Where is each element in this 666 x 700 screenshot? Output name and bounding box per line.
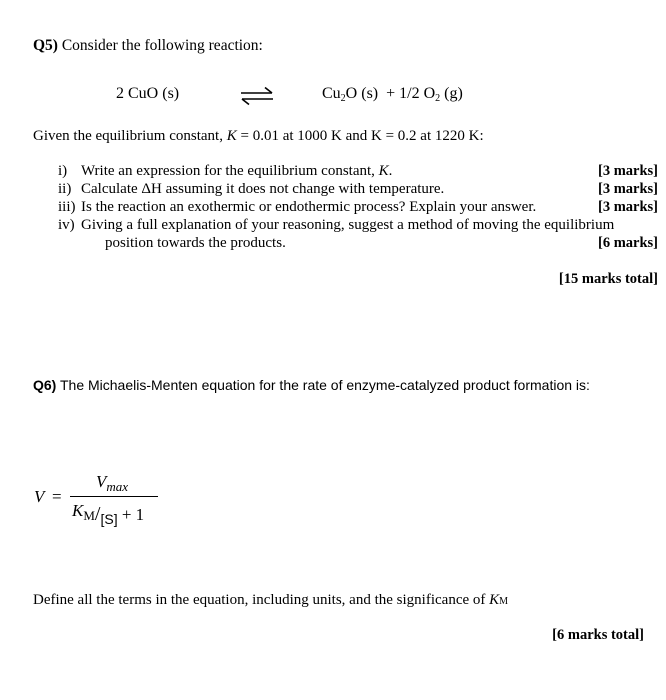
- equilibrium-arrow-icon: [239, 86, 275, 106]
- product2-coefficient: 1/2: [399, 85, 420, 102]
- q5-label: Q5): [33, 37, 58, 54]
- reactant-formula: CuO: [128, 85, 159, 102]
- q6-label: Q6): [33, 377, 57, 393]
- q5-total-marks: [15 marks total]: [558, 271, 658, 287]
- product2-state: (g): [444, 85, 463, 102]
- product-cu2o: $Cu_2O$: [322, 85, 358, 104]
- q5-item-i: i) Write an expression for the equilibrium constant, K.: [58, 163, 393, 179]
- product1-state: (s): [361, 85, 379, 102]
- q5-item-iii-marks: [3 marks]: [597, 199, 658, 215]
- q5-item-iv-continuation: position towards the products.: [105, 235, 286, 251]
- reaction-reactant: [116, 85, 179, 103]
- plus-sign: +: [386, 85, 396, 102]
- q5-intro: Consider the following reaction:: [61, 37, 263, 54]
- equation-numerator: $V_{max}$: [96, 472, 129, 494]
- equation-lhs-v: V: [34, 487, 45, 506]
- q5-item-ii-marks: [3 marks]: [597, 181, 658, 197]
- product-o2: $O_2$: [423, 85, 441, 104]
- q6-total-marks: [6 marks total]: [552, 627, 644, 643]
- q5-heading: [33, 37, 263, 55]
- q5-item-iv-marks: [6 marks]: [597, 235, 658, 251]
- q5-item-i-marks: [3 marks]: [597, 163, 658, 179]
- equation-denominator: $K_M/_{[S]} + 1$: [72, 501, 145, 527]
- equation-equals: =: [52, 487, 62, 506]
- fraction-bar: [70, 496, 158, 497]
- reaction-products: [322, 85, 463, 103]
- reactant-coefficient: 2: [116, 85, 124, 102]
- given-line: Given the equilibrium constant, K = 0.01 at 1000 K and K = 0.2 at 1220 K:: [33, 128, 484, 144]
- q6-intro: The Michaelis-Menten equation for the rate of enzyme-catalyzed product formation is:: [59, 377, 590, 393]
- q6-define-line: Define all the terms in the equation, including units, and the significance of KM: [33, 592, 509, 608]
- q5-item-iii: iii) Is the reaction an exothermic or endothermic process? Explain your answer.: [58, 199, 537, 215]
- q6-heading: [33, 377, 590, 393]
- q5-item-ii: ii) Calculate ΔH assuming it does not change with temperature.: [58, 181, 445, 197]
- q5-item-iv: iv) Giving a full explanation of your reasoning, suggest a method of moving the equilibrium: [58, 217, 615, 233]
- reactant-state: (s): [162, 85, 180, 102]
